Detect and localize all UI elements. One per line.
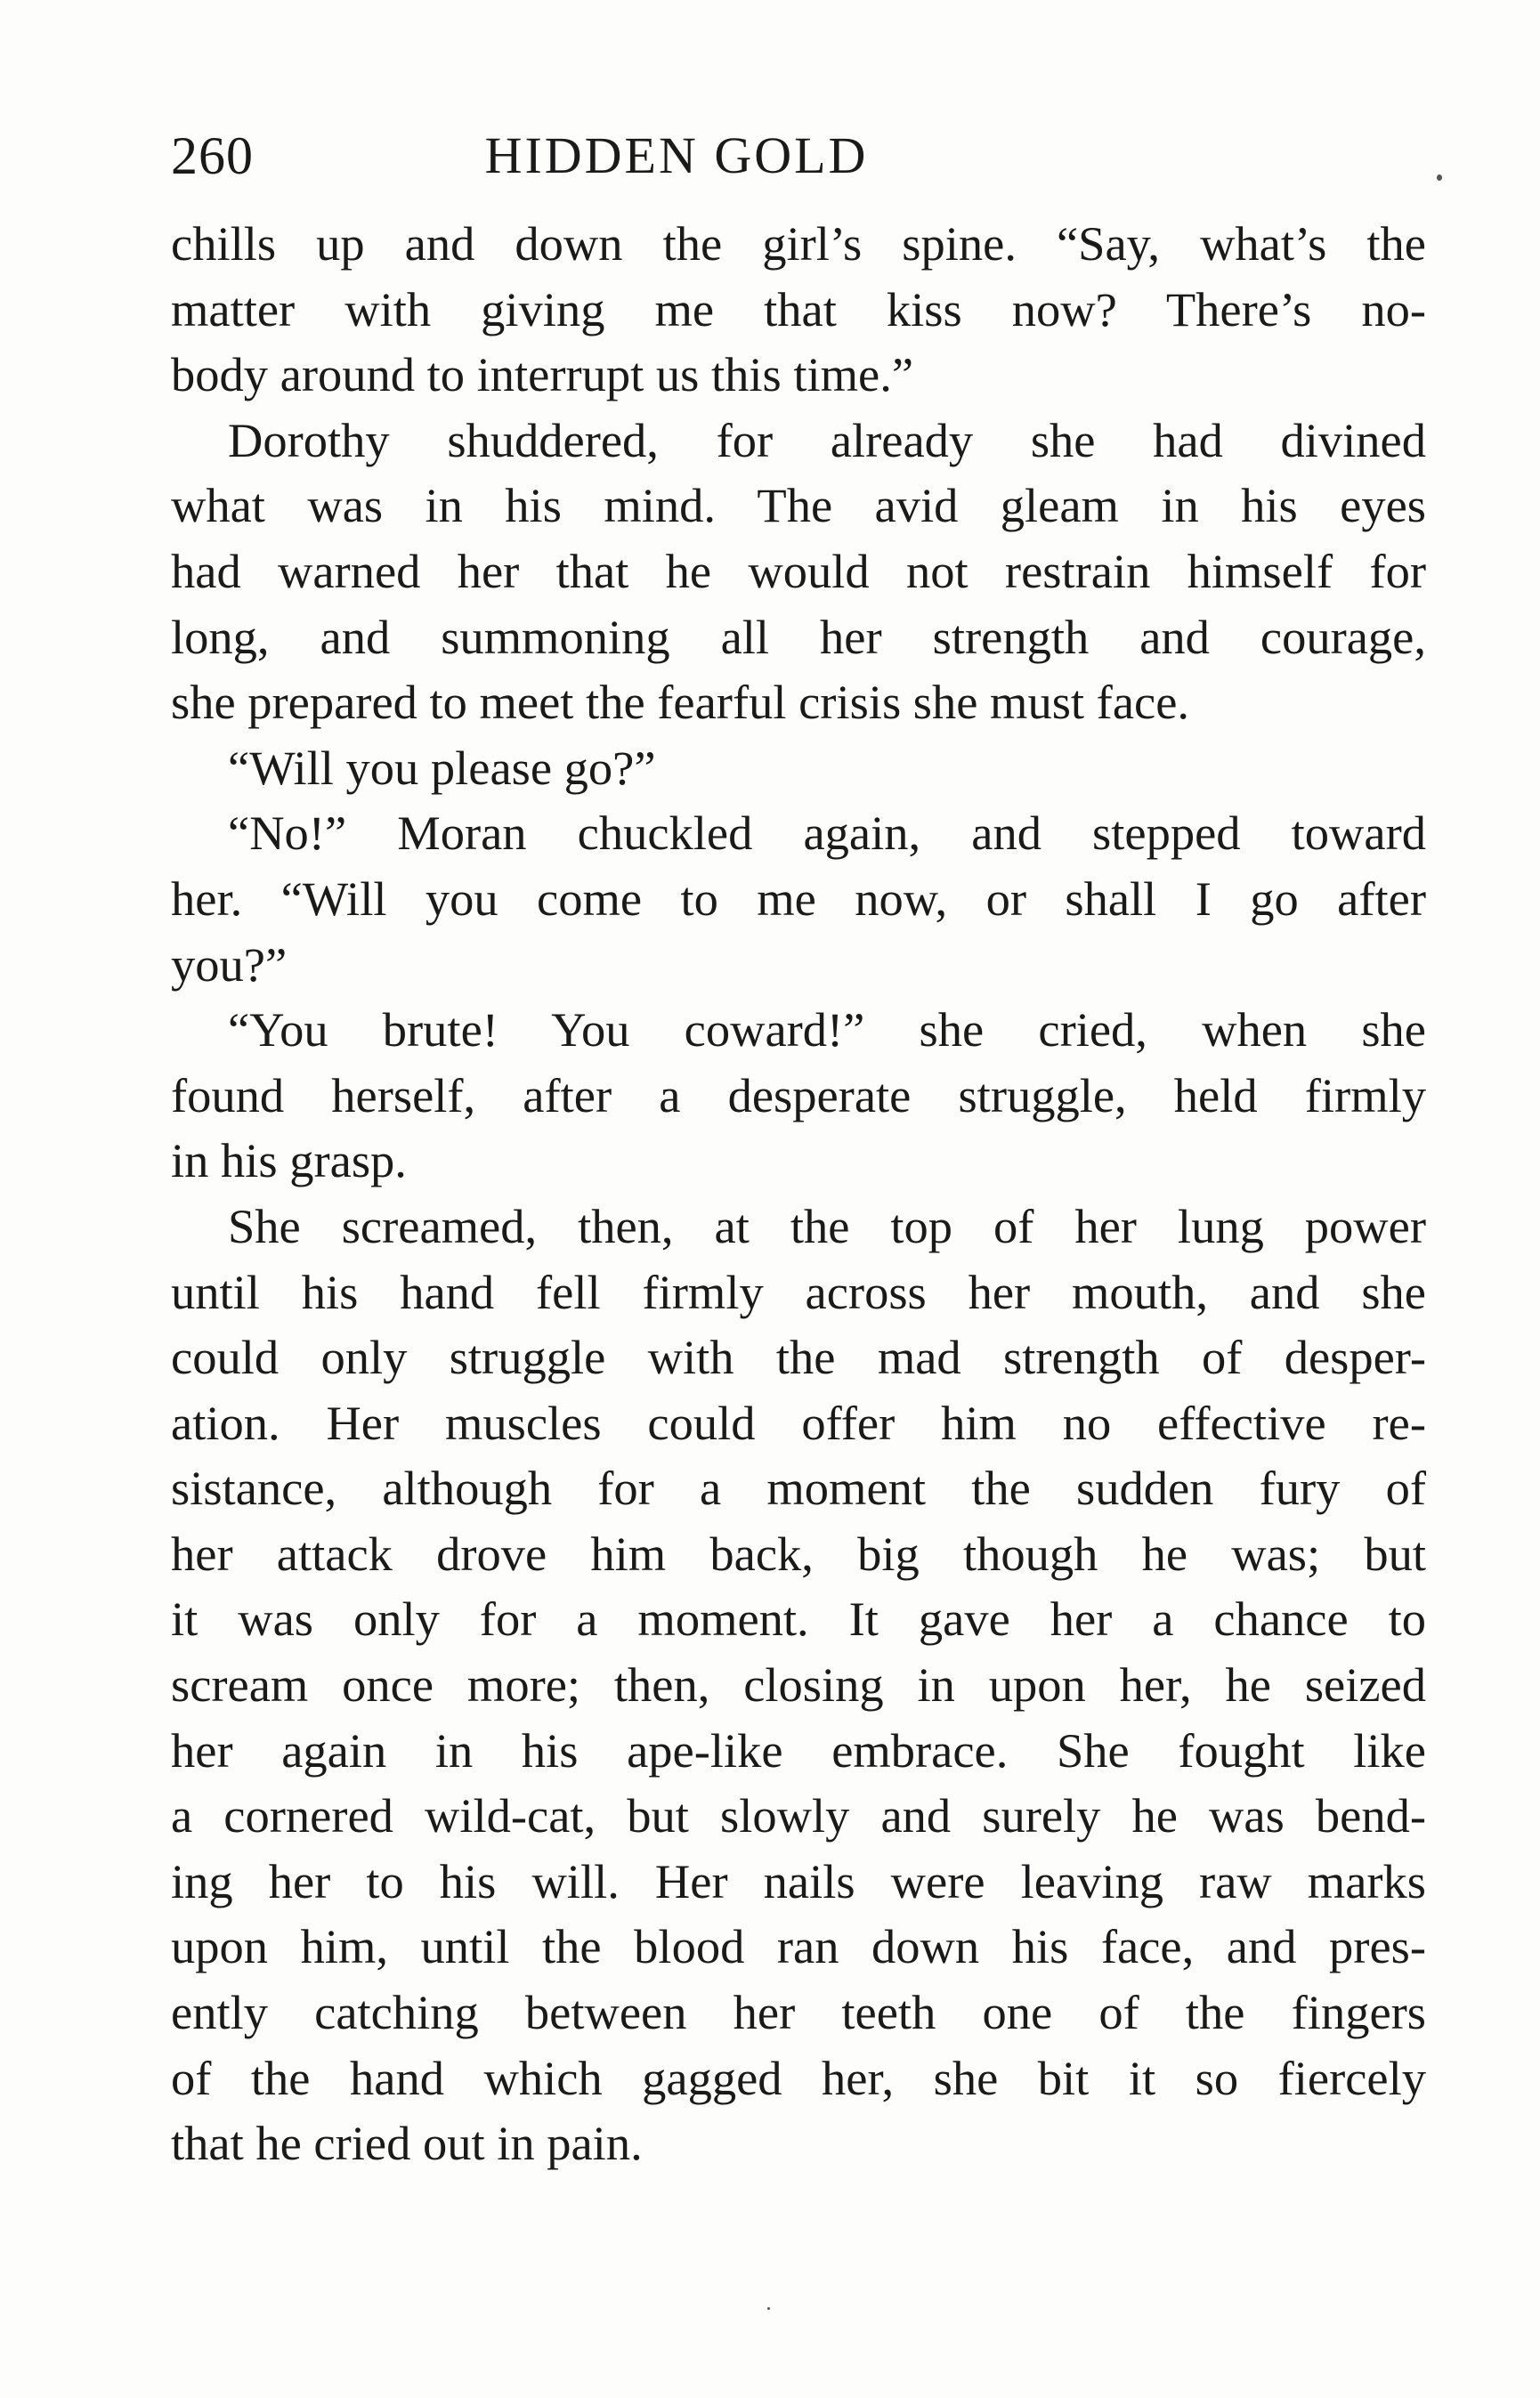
page-number: 260 xyxy=(171,126,254,185)
text-line: She screamed, then, at the top of her lung power xyxy=(228,1198,1426,1253)
text-line: sistance, although for a moment the sudden fury of xyxy=(171,1461,1426,1516)
text-line: chills up and down the girl’s spine. “Say, what’s the xyxy=(171,216,1426,271)
text-line: it was only for a moment. It gave her a chance to xyxy=(171,1592,1426,1647)
text-line: matter with giving me that kiss now? There’s no- xyxy=(171,281,1426,336)
text-line: Dorothy shuddered, for already she had divined xyxy=(228,412,1426,467)
text-line: scream once more; then, closing in upon her, he seized xyxy=(171,1657,1426,1713)
running-title: HIDDEN GOLD xyxy=(484,126,869,184)
text-line: body around to interrupt us this time.” xyxy=(171,347,914,402)
text-line: “Will you please go?” xyxy=(228,740,656,795)
text-line: upon him, until the blood ran down his face, and pres- xyxy=(171,1919,1426,1974)
text-line: “You brute! You coward!” she cried, when she xyxy=(228,1002,1426,1057)
text-line: could only struggle with the mad strength of desper- xyxy=(171,1330,1426,1385)
text-line: her attack drove him back, big though he was; but xyxy=(171,1526,1426,1581)
text-line: ation. Her muscles could offer him no effective re- xyxy=(171,1395,1426,1450)
print-speck xyxy=(767,2307,770,2310)
text-line: a cornered wild-cat, but slowly and surely he was bend- xyxy=(171,1788,1426,1843)
text-line: until his hand fell firmly across her mouth, and she xyxy=(171,1264,1426,1319)
text-line: of the hand which gagged her, she bit it so fiercely xyxy=(171,2050,1426,2105)
text-line: her again in his ape-like embrace. She fought like xyxy=(171,1722,1426,1778)
text-line: ently catching between her teeth one of the fingers xyxy=(171,1985,1426,2040)
print-speck xyxy=(1437,174,1442,181)
body-text xyxy=(171,211,1426,2176)
page-header xyxy=(171,116,1426,196)
text-line: she prepared to meet the fearful crisis she must face. xyxy=(171,675,1190,730)
text-line: her. “Will you come to me now, or shall I go after xyxy=(171,871,1426,926)
text-line: what was in his mind. The avid gleam in his eyes xyxy=(171,478,1426,533)
text-line: had warned her that he would not restrain himself for xyxy=(171,543,1426,598)
text-line: “No!” Moran chuckled again, and stepped toward xyxy=(228,806,1426,861)
text-line: in his grasp. xyxy=(171,1133,407,1188)
text-line: long, and summoning all her strength and courage, xyxy=(171,609,1426,664)
text-line: ing her to his will. Her nails were leaving raw marks xyxy=(171,1853,1426,1908)
text-line: that he cried out in pain. xyxy=(171,2116,643,2171)
text-line: you?” xyxy=(171,936,288,992)
text-line: found herself, after a desperate struggle, held firmly xyxy=(171,1067,1426,1122)
